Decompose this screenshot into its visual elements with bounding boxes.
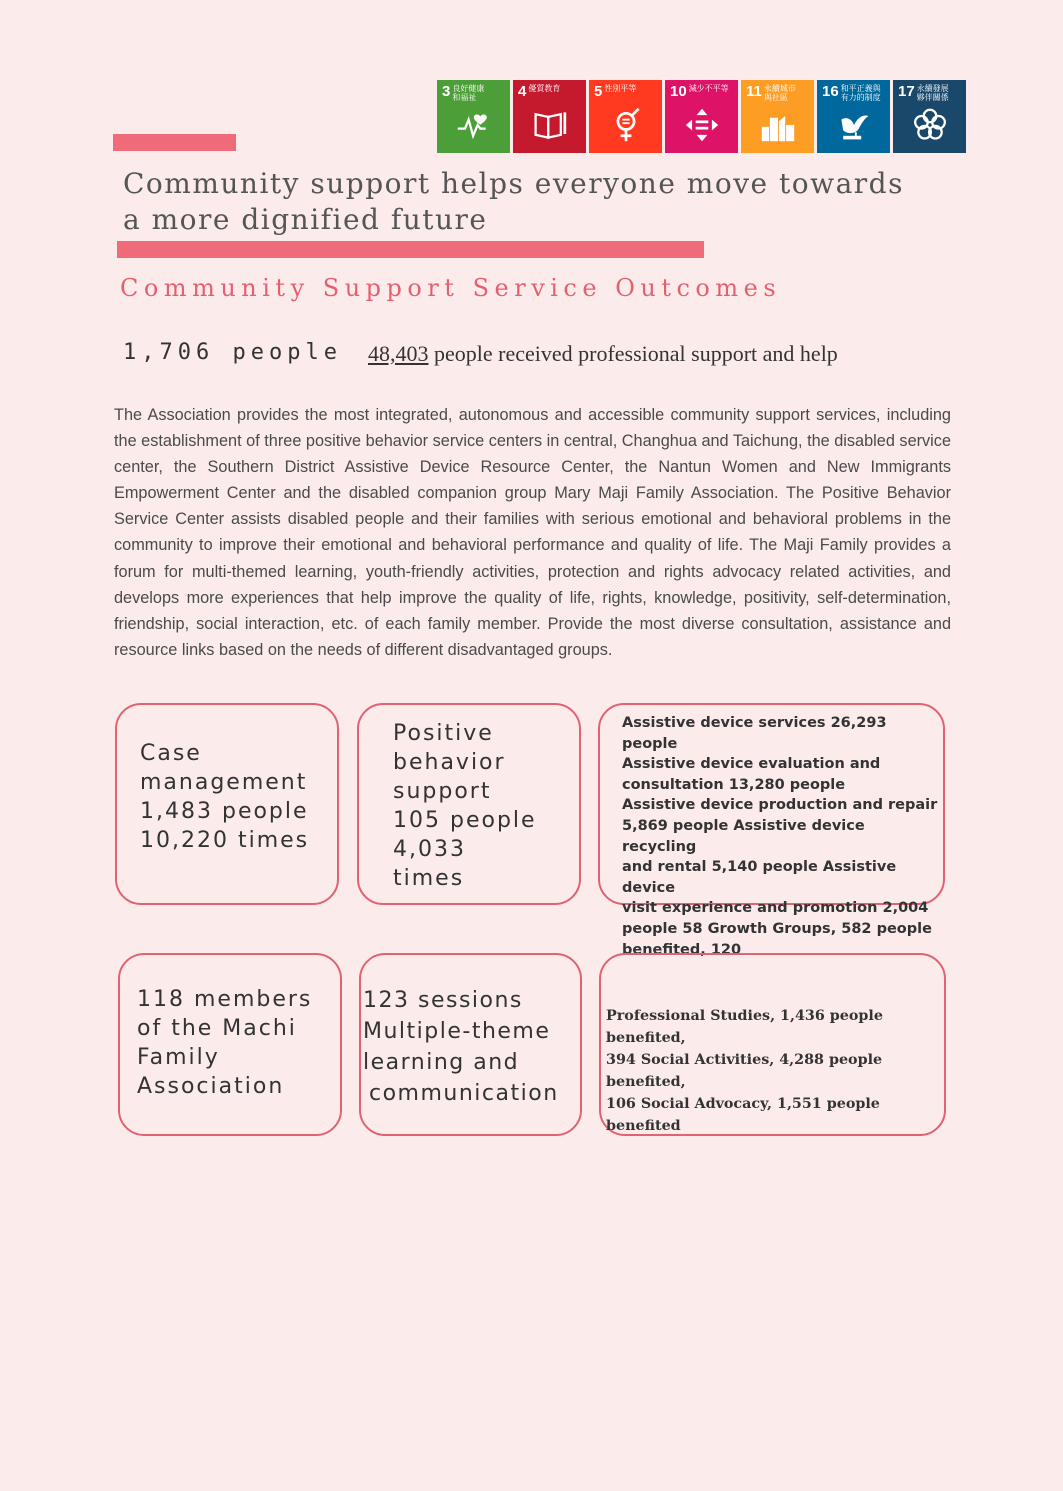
positive-behavior-box bbox=[357, 703, 581, 905]
sessions-box bbox=[359, 953, 582, 1136]
box-line: 4,033 bbox=[393, 837, 466, 862]
sdg-title: 永續發展 夥伴關係 bbox=[916, 84, 949, 102]
box-line: of the Machi bbox=[137, 1016, 297, 1041]
box-line: 394 Social Activities, 4,288 people benefited, bbox=[606, 1052, 883, 1090]
help-stat-number: 48,403 bbox=[368, 341, 429, 366]
box-line: visit experience and promotion 2,004 bbox=[622, 900, 929, 917]
box-line: 1,483 people bbox=[140, 799, 309, 824]
box-line: Multiple-theme bbox=[363, 1019, 551, 1044]
box-line: 106 Social Advocacy, 1,551 people benefited bbox=[606, 1096, 880, 1134]
box-line: Assistive device services 26,293 people bbox=[622, 715, 887, 752]
sdg-number: 17 bbox=[898, 83, 915, 100]
case-management-box bbox=[115, 703, 339, 905]
box-line: people 58 Growth Groups, 582 people bbox=[622, 920, 932, 937]
sdg-tile-11 bbox=[741, 80, 814, 153]
city-icon bbox=[741, 107, 814, 147]
book-icon bbox=[513, 107, 586, 147]
box-line: Professional Studies, 1,436 people benefited, bbox=[606, 1008, 883, 1046]
studies-text bbox=[606, 1005, 944, 1137]
box-line: Family bbox=[137, 1045, 220, 1070]
box-line: times bbox=[393, 866, 465, 891]
box-line: behavior bbox=[393, 750, 506, 775]
machi-members-box bbox=[118, 953, 342, 1136]
people-stat: 1,706 people bbox=[123, 340, 342, 365]
partnership-flower-icon bbox=[893, 107, 966, 147]
box-line: Case bbox=[140, 741, 202, 766]
box-line: management bbox=[140, 770, 308, 795]
decorative-bar-middle bbox=[117, 241, 704, 258]
box-line: and rental 5,140 people Assistive device bbox=[622, 859, 897, 896]
assistive-device-box bbox=[598, 703, 945, 958]
box-line: Positive bbox=[393, 721, 494, 746]
box-line: Association bbox=[137, 1074, 285, 1099]
sdg-number: 4 bbox=[518, 83, 527, 100]
sessions-text bbox=[363, 985, 559, 1109]
page-title: Community support helps everyone move towards a more dignified future bbox=[123, 167, 904, 236]
box-line: 105 people bbox=[393, 808, 537, 833]
body-paragraph: The Association provides the most integrated, autonomous and accessible community support services, including the establishment of three positive behavior service centers in central, Changhua and Taichung, the disabled service center, the Southern District Assistive Device Resource Center, the Nantun Women and New Immigrants Empowerment Center and the disabled companion group Mary Maji Family Association. The Positive Behavior Service Center assists disabled people and their families with serious emotional and behavioral problems in the community to improve their emotional and behavioral performance and quality of life. The Maji Family provides a forum for multi-themed learning, youth-friendly activities, protection and rights advocacy related activities, and develops more experiences that help improve the quality of life, rights, knowledge, positivity, self-determination, friendship, social interaction, etc. of each family member. Provide the most diverse consultation, assistance and resource links based on the needs of different disadvantaged groups. bbox=[114, 406, 951, 659]
box-line: consultation 13,280 people bbox=[622, 776, 846, 793]
box-line: learning and bbox=[363, 1050, 520, 1075]
sdg-title: 優質教育 bbox=[528, 84, 561, 93]
dove-icon bbox=[817, 107, 890, 147]
positive-behavior-text bbox=[393, 719, 537, 893]
sdg-title: 減少不平等 bbox=[688, 84, 729, 93]
sdg-tile-4 bbox=[513, 80, 586, 153]
machi-members-text bbox=[137, 985, 312, 1101]
sdg-title: 和平正義與 有力的制度 bbox=[840, 84, 881, 102]
help-stat-text: people received professional support and help bbox=[428, 341, 838, 366]
box-line: benefited, 120 bbox=[622, 941, 742, 958]
gender-equality-icon bbox=[589, 107, 662, 147]
box-line: Assistive device evaluation and bbox=[622, 756, 881, 773]
assistive-device-text bbox=[622, 713, 943, 960]
sdg-tile-10 bbox=[665, 80, 738, 153]
sdg-tile-3 bbox=[437, 80, 510, 153]
help-stat bbox=[368, 341, 838, 367]
sdg-title: 永續城市 與社區 bbox=[763, 84, 796, 102]
sdg-tile-17 bbox=[893, 80, 966, 153]
case-management-text bbox=[140, 739, 309, 855]
reduced-inequality-icon bbox=[665, 107, 738, 147]
sdg-title: 性別平等 bbox=[604, 84, 637, 93]
sdg-number: 10 bbox=[670, 83, 687, 100]
decorative-bar-top bbox=[113, 134, 236, 151]
box-line: support bbox=[393, 779, 492, 804]
sdg-title: 良好健康 和福祉 bbox=[452, 84, 485, 102]
box-line: 5,869 people Assistive device recycling bbox=[622, 817, 865, 855]
box-line: communication bbox=[369, 1081, 559, 1106]
sdg-number: 11 bbox=[746, 83, 762, 100]
sdg-tile-5 bbox=[589, 80, 662, 153]
sdg-number: 3 bbox=[442, 83, 451, 100]
box-line: 123 sessions bbox=[363, 988, 523, 1013]
section-title: Community Support Service Outcomes bbox=[120, 274, 782, 302]
box-line: Assistive device production and repair bbox=[622, 797, 938, 814]
sdg-goals-row bbox=[437, 80, 966, 153]
studies-box bbox=[599, 953, 946, 1136]
box-line: 10,220 times bbox=[140, 828, 310, 853]
sdg-tile-16 bbox=[817, 80, 890, 153]
sdg-number: 16 bbox=[822, 83, 839, 100]
heartbeat-icon bbox=[437, 107, 510, 147]
box-line: 118 members bbox=[137, 987, 313, 1012]
sdg-number: 5 bbox=[594, 83, 603, 100]
